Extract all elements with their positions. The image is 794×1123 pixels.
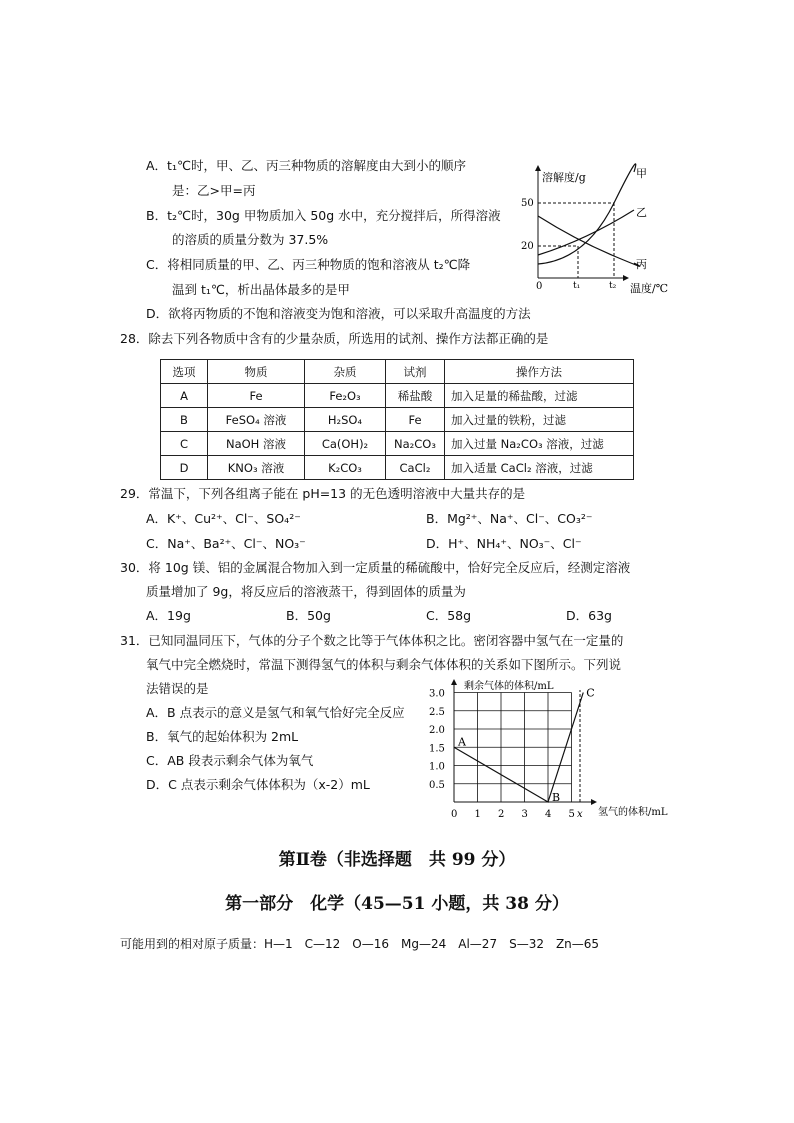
q27-option-c-line2: 温到 t₁℃，析出晶体最多的是甲 (172, 282, 350, 297)
cell-reagent: Fe (386, 408, 445, 432)
q30-stem-line1: 30．将 10g 镁、铝的金属混合物加入到一定质量的稀硫酸中，恰好完全反应后，经测定溶液 (120, 560, 631, 575)
x-tick-label: 3 (521, 809, 528, 820)
solubility-x-label: 温度/℃ (630, 282, 669, 295)
q31-stem-line1: 31．已知同温同压下，气体的分子个数之比等于气体体积之比。密闭容器中氢气在一定量的 (120, 633, 624, 648)
x-tick-label: 4 (545, 809, 552, 820)
q29-option-d: D．H⁺、NH₄⁺、NO₃⁻、Cl⁻ (426, 536, 582, 551)
q27-option-a-line1: A．t₁℃时，甲、乙、丙三种物质的溶解度由大到小的顺序 (146, 158, 467, 173)
q31-option-d: D．C 点表示剩余气体体积为（x-2）mL (146, 777, 370, 792)
curve-label-jia: 甲 (636, 167, 647, 180)
solubility-tick-t2: t₂ (609, 281, 617, 291)
cell-method: 加入过量 Na₂CO₃ 溶液，过滤 (445, 432, 634, 456)
cell-option: A (161, 384, 208, 408)
q29-option-b: B．Mg²⁺、Na⁺、Cl⁻、CO₃²⁻ (426, 511, 593, 526)
q31-stem-line3: 法错误的是 (146, 681, 209, 696)
y-tick-label: 2.0 (429, 725, 445, 736)
solubility-graph (516, 160, 676, 298)
point-label-b: B (552, 791, 561, 804)
cell-option: B (161, 408, 208, 432)
solubility-tick-t1: t₁ (573, 281, 581, 291)
cell-method: 加入足量的稀盐酸，过滤 (445, 384, 634, 408)
q27-option-a-line2: 是：乙>甲=丙 (172, 183, 256, 198)
header-option: 选项 (161, 360, 208, 384)
cell-substance: KNO₃ 溶液 (208, 456, 305, 480)
section-subtitle: 第一部分 化学（45—51 小题，共 38 分） (225, 894, 569, 914)
q28-stem: 28．除去下列各物质中含有的少量杂质，所选用的试剂、操作方法都正确的是 (120, 331, 549, 346)
q29-option-a: A．K⁺、Cu²⁺、Cl⁻、SO₄²⁻ (146, 511, 301, 526)
gas-x-label: 氢气的体积/mL (598, 807, 668, 818)
cell-reagent: 稀盐酸 (386, 384, 445, 408)
cell-impurity: Fe₂O₃ (305, 384, 386, 408)
table-row (161, 432, 634, 456)
cell-option: D (161, 456, 208, 480)
q27-option-b-line1: B．t₂℃时，30g 甲物质加入 50g 水中，充分搅拌后，所得溶液 (146, 208, 501, 223)
curve-yi (538, 210, 634, 255)
x-tick-label: 5 (568, 809, 575, 820)
x-tick-x: x (577, 809, 583, 820)
section-title: 第Ⅱ卷（非选择题 共 99 分） (278, 850, 516, 870)
curve-label-yi: 乙 (636, 206, 647, 219)
q31-stem-line2: 氧气中完全燃烧时，常温下测得氢气的体积与剩余气体体积的关系如下图所示。下列说 (146, 657, 622, 672)
gas-volume-graph (426, 676, 686, 822)
cell-substance: FeSO₄ 溶液 (208, 408, 305, 432)
x-tick-label: 0 (451, 809, 458, 820)
cell-impurity: K₂CO₃ (305, 456, 386, 480)
y-tick-label: 2.5 (429, 706, 445, 718)
solubility-tick-20: 20 (521, 241, 534, 252)
table-row (161, 456, 634, 480)
q29-option-c: C．Na⁺、Ba²⁺、Cl⁻、NO₃⁻ (146, 536, 306, 551)
q27-option-d: D．欲将丙物质的不饱和溶液变为饱和溶液，可以采取升高温度的方法 (146, 306, 531, 321)
cell-reagent: Na₂CO₃ (386, 432, 445, 456)
cell-method: 加入适量 CaCl₂ 溶液，过滤 (445, 456, 634, 480)
y-tick-label: 3.0 (429, 688, 445, 700)
curve-bing (538, 216, 640, 266)
gas-y-label: 剩余气体的体积/mL (464, 681, 554, 692)
q30-stem-line2: 质量增加了 9g，将反应后的溶液蒸干，得到固体的质量为 (146, 584, 466, 599)
table-row (161, 384, 634, 408)
header-impurity: 杂质 (305, 360, 386, 384)
cell-reagent: CaCl₂ (386, 456, 445, 480)
q27-option-c-line1: C．将相同质量的甲、乙、丙三种物质的饱和溶液从 t₂℃降 (146, 257, 471, 272)
header-reagent: 试剂 (386, 360, 445, 384)
cell-substance: NaOH 溶液 (208, 432, 305, 456)
cell-method: 加入过量的铁粉，过滤 (445, 408, 634, 432)
table-header-row (161, 360, 634, 384)
q28-table (160, 359, 634, 480)
point-label-c: C (586, 686, 595, 700)
q30-option-d: D．63g (566, 608, 612, 623)
header-method: 操作方法 (445, 360, 634, 384)
solubility-y-label: 溶解度/g (542, 171, 586, 184)
cell-impurity: Ca(OH)₂ (305, 432, 386, 456)
q31-option-a: A．B 点表示的意义是氢气和氧气恰好完全反应 (146, 705, 405, 720)
y-tick-label: 1.5 (429, 743, 445, 755)
point-label-a: A (458, 735, 466, 749)
q30-option-b: B．50g (286, 608, 331, 623)
atomic-masses: 可能用到的相对原子质量：H—1 C—12 O—16 Mg—24 Al—27 S—32 Zn—65 (120, 937, 600, 951)
cell-option: C (161, 432, 208, 456)
x-tick-label: 1 (474, 809, 481, 820)
table-row (161, 408, 634, 432)
q27-option-b-line2: 的溶质的质量分数为 37.5% (172, 232, 329, 247)
q30-option-a: A．19g (146, 608, 191, 623)
x-tick-label: 2 (498, 809, 505, 820)
q30-option-c: C．58g (426, 608, 472, 623)
solubility-tick-50: 50 (521, 198, 534, 209)
y-tick-label: 1.0 (429, 761, 445, 773)
q31-option-b: B．氧气的起始体积为 2mL (146, 729, 299, 744)
q29-stem: 29．常温下，下列各组离子能在 pH=13 的无色透明溶液中大量共存的是 (120, 486, 526, 501)
curve-label-bing: 丙 (636, 258, 647, 271)
cell-impurity: H₂SO₄ (305, 408, 386, 432)
cell-substance: Fe (208, 384, 305, 408)
q31-option-c: C．AB 段表示剩余气体为氧气 (146, 753, 314, 768)
header-substance: 物质 (208, 360, 305, 384)
solubility-origin: 0 (536, 281, 543, 292)
y-tick-label: 0.5 (429, 779, 445, 791)
